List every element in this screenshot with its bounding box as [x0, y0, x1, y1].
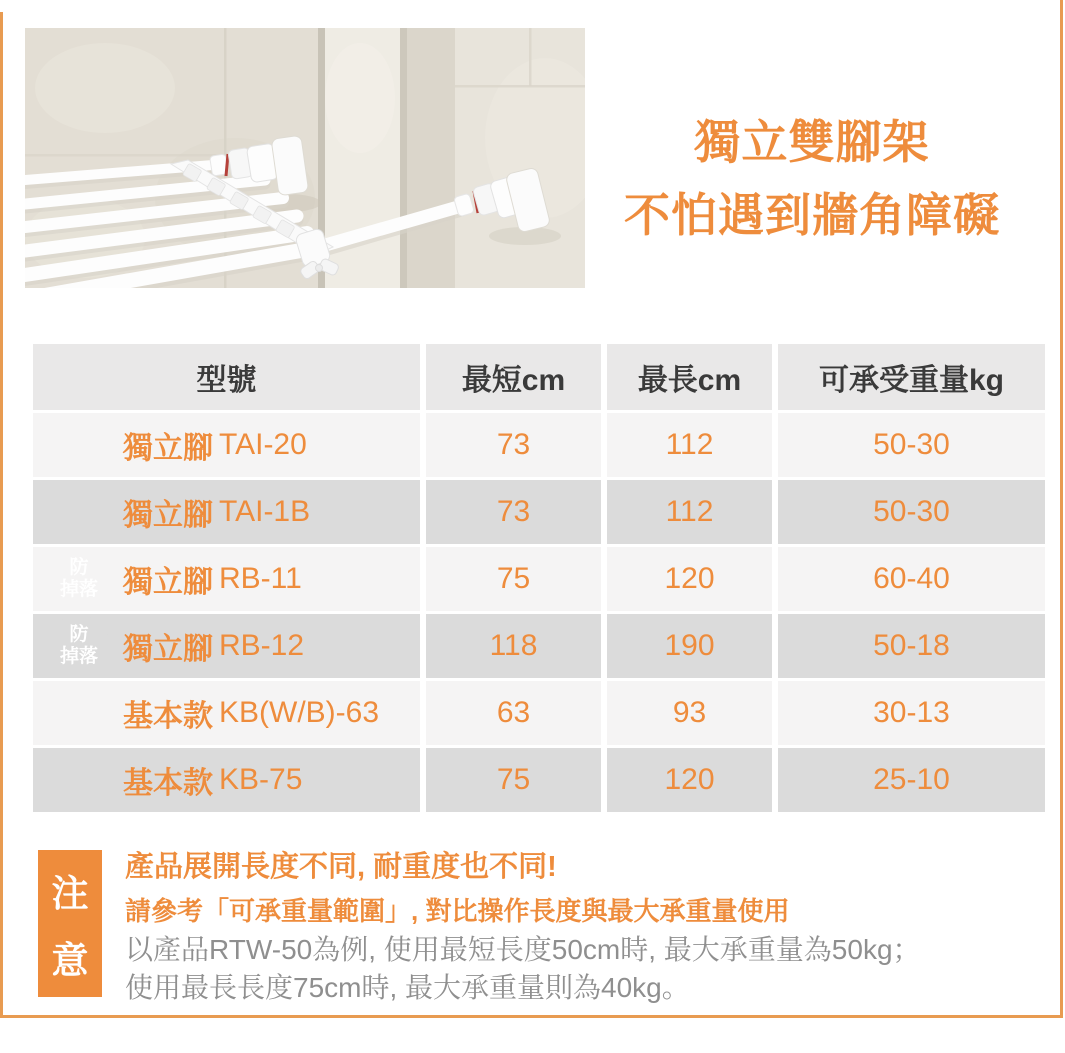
notice-line4: 使用最長長度75cm時, 最大承重量則為40kg。 — [125, 972, 690, 1003]
product-photo — [25, 28, 585, 288]
notice-line3: 以產品RTW-50為例, 使用最短長度50cm時, 最大承重量為50kg； — [125, 934, 921, 965]
headline-line2: 不怕遇到牆角障礙 — [624, 189, 1000, 241]
capacity-value: 60-40 — [778, 547, 1045, 611]
min-cm-value: 118 — [426, 614, 601, 678]
table-row — [33, 681, 1045, 745]
header-model: 型號 — [33, 344, 420, 410]
frame-border-bottom — [0, 1015, 1063, 1018]
header-capacity-kg: 可承受重量kg — [778, 344, 1045, 410]
table-row — [33, 614, 1045, 678]
table-row — [33, 413, 1045, 477]
model-series: 基本款 — [123, 767, 213, 800]
headline — [600, 106, 1024, 252]
capacity-value: 25-10 — [778, 748, 1045, 812]
model-series: 獨立腳 — [123, 566, 213, 599]
min-cm-value: 73 — [426, 413, 601, 477]
capacity-value: 50-30 — [778, 413, 1045, 477]
table-header-row — [33, 344, 1045, 410]
capacity-value: 50-30 — [778, 480, 1045, 544]
model-code: TAI-20 — [219, 428, 307, 461]
model-series: 獨立腳 — [123, 432, 213, 465]
table-row — [33, 547, 1045, 611]
header-min-cm: 最短cm — [426, 344, 601, 410]
model-code: KB-75 — [219, 763, 303, 796]
table-row — [33, 748, 1045, 812]
anti-drop-badge: 防 掉落 — [48, 615, 110, 677]
anti-drop-badge: 防 掉落 — [48, 548, 110, 610]
headline-line1: 獨立雙腳架 — [694, 116, 930, 168]
table-row — [33, 480, 1045, 544]
max-cm-value: 120 — [607, 748, 772, 812]
capacity-value: 30-13 — [778, 681, 1045, 745]
model-code: KB(W/B)-63 — [219, 696, 380, 729]
notice-label-char2: 意 — [51, 940, 89, 981]
model-code: RB-12 — [219, 629, 305, 662]
header-max-cm: 最長cm — [607, 344, 772, 410]
notice-label — [38, 850, 102, 997]
model-code: TAI-1B — [219, 495, 311, 528]
model-series: 獨立腳 — [123, 633, 213, 666]
notice-line2: 請參考「可承重量範圍」, 對比操作長度與最大承重量使用 — [125, 896, 790, 926]
capacity-value: 50-18 — [778, 614, 1045, 678]
max-cm-value: 112 — [607, 480, 772, 544]
min-cm-value: 63 — [426, 681, 601, 745]
frame-border-right — [1060, 0, 1063, 1018]
max-cm-value: 112 — [607, 413, 772, 477]
min-cm-value: 75 — [426, 748, 601, 812]
notice-line1: 產品展開長度不同, 耐重度也不同! — [125, 851, 557, 883]
max-cm-value: 190 — [607, 614, 772, 678]
max-cm-value: 120 — [607, 547, 772, 611]
model-code: RB-11 — [219, 562, 302, 595]
min-cm-value: 75 — [426, 547, 601, 611]
min-cm-value: 73 — [426, 480, 601, 544]
notice-label-char1: 注 — [51, 873, 89, 914]
model-series: 基本款 — [123, 700, 213, 733]
spec-table — [33, 344, 1045, 815]
corner-column — [318, 28, 585, 288]
frame-border-left — [0, 12, 3, 1018]
model-series: 獨立腳 — [123, 499, 213, 532]
max-cm-value: 93 — [607, 681, 772, 745]
